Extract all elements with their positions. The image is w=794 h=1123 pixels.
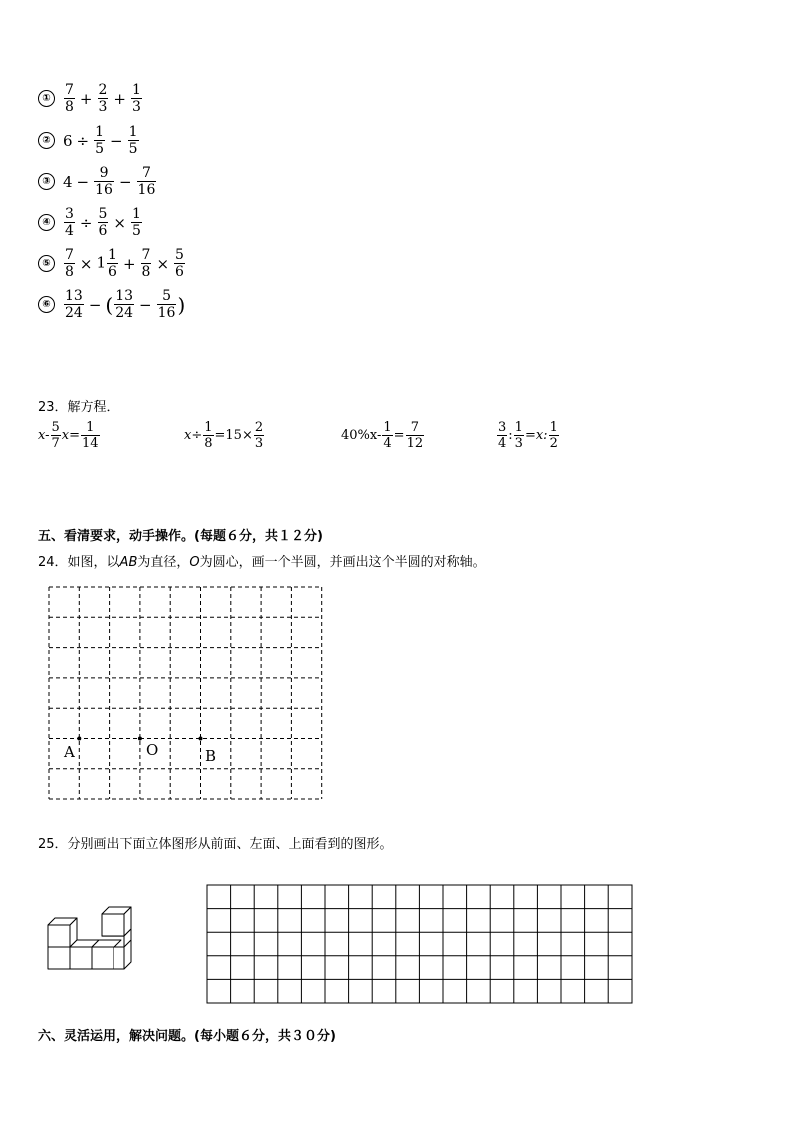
label-o: O <box>146 741 159 759</box>
problem-2: ② 6 ÷ $\frac{1}{5}$ − $\frac{1}{5}$ <box>38 125 140 156</box>
equation-3: 40%x- $\frac{1}{4}$ = $\frac{7}{12}$ <box>341 420 424 451</box>
section-6-title: 六、灵活运用，解决问题。(每小题６分，共３０分) <box>38 1029 336 1044</box>
fraction: $\frac{7}{16}$ <box>137 165 156 198</box>
fraction: $\frac{3}{4}$ <box>65 206 74 239</box>
problem-marker: ⑤ <box>38 255 55 272</box>
fraction: $\frac{2}{3}$ <box>98 82 108 115</box>
dashed-grid <box>40 580 330 806</box>
answer-grid <box>204 882 636 1008</box>
equation-1: x- $\frac{5}{7}$ x= $\frac{1}{14}$ <box>38 420 99 451</box>
problem-3: ③ 4 − $\frac{9}{16}$ − $\frac{7}{16}$ <box>38 166 157 197</box>
fraction: $\frac{7}{8}$ <box>65 82 74 115</box>
fraction: $\frac{13}{24}$ <box>65 288 83 321</box>
label-a: A <box>64 743 75 761</box>
question-25-text: 25．分别画出下面立体图形从前面、左面、上面看到的图形。 <box>38 837 393 852</box>
fraction: $\frac{7}{8}$ <box>65 247 74 280</box>
mixed-number: 1 $\frac{1}{6}$ <box>96 247 117 280</box>
problem-1: ① $\frac{7}{8}$ + $\frac{2}{3}$ + $\frac{1}{3}$ <box>38 83 143 114</box>
question-23-title: 23．解方程． <box>38 400 120 415</box>
fraction: $\frac{1}{3}$ <box>132 82 141 115</box>
fraction: $\frac{5}{16}$ <box>157 288 176 321</box>
point-o-dot <box>138 737 142 741</box>
problem-marker: ⑥ <box>38 296 55 313</box>
fraction: $\frac{5}{6}$ <box>98 206 108 239</box>
problem-6: ⑥ $\frac{13}{24}$ − ( $\frac{13}{24}$ − $\frac{5}{16}$ ) <box>38 289 185 320</box>
problem-marker: ④ <box>38 214 55 231</box>
cube-figure <box>44 904 136 974</box>
point-b-dot <box>199 737 203 741</box>
label-b: B <box>205 747 217 765</box>
problem-marker: ③ <box>38 173 55 190</box>
fraction: $\frac{1}{5}$ <box>132 206 141 239</box>
equation-2: x÷ $\frac{1}{8}$ =15× $\frac{2}{3}$ <box>184 420 264 451</box>
point-a-dot <box>77 737 81 741</box>
equation-4: $\frac{3}{4}$ : $\frac{1}{3}$ =x: $\frac{1}{2}$ <box>498 420 558 451</box>
fraction: $\frac{5}{6}$ <box>175 247 184 280</box>
problem-marker: ② <box>38 132 55 149</box>
problem-5: ⑤ $\frac{7}{8}$ × 1 $\frac{1}{6}$ + $\frac{7}{8}$ × $\frac{5}{6}$ <box>38 248 186 279</box>
fraction: $\frac{13}{24}$ <box>115 288 134 321</box>
problem-4: ④ $\frac{3}{4}$ ÷ $\frac{5}{6}$ × $\frac{1}{5}$ <box>38 207 143 238</box>
fraction: $\frac{9}{16}$ <box>95 165 113 198</box>
section-5-title: 五、看清要求，动手操作。(每题６分，共１２分) <box>38 529 323 544</box>
question-24-text: 24．如图，以AB为直径，O为圆心，画一个半圆，并画出这个半圆的对称轴。 <box>38 555 486 570</box>
fraction: $\frac{7}{8}$ <box>141 247 151 280</box>
problem-marker: ① <box>38 90 55 107</box>
fraction: $\frac{1}{5}$ <box>95 124 105 157</box>
fraction: $\frac{1}{5}$ <box>128 124 138 157</box>
